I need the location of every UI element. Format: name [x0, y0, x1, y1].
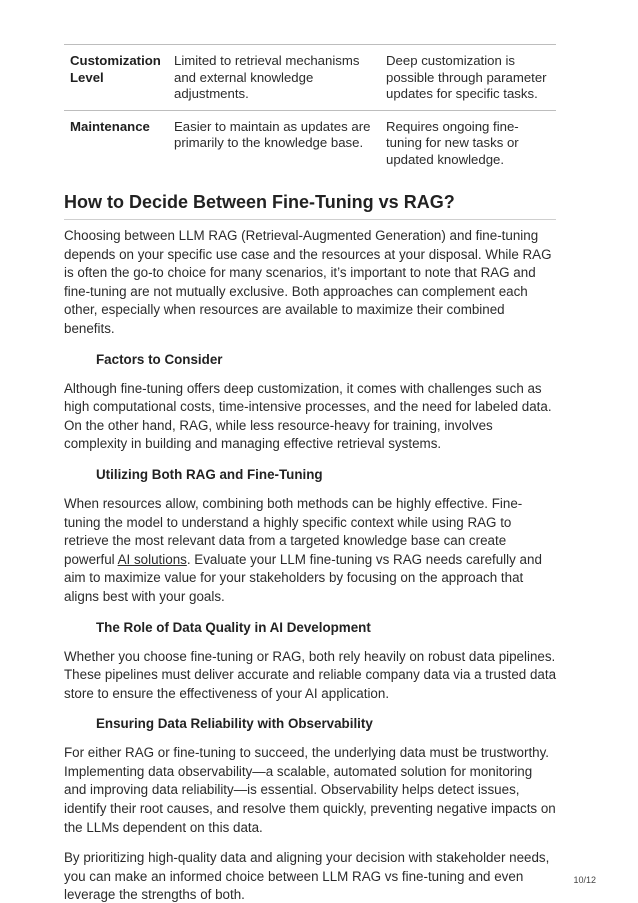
row-label: Customization Level	[64, 45, 168, 111]
closing-paragraph: By prioritizing high-quality data and aligning your decision with stakeholder needs, you can make an informed choice between LLM RAG vs fine-tuning and even leverage the strengths of both.	[64, 850, 550, 903]
rag-cell: Easier to maintain as updates are primarily to the knowledge base.	[168, 110, 380, 175]
document-page	[64, 0, 556, 903]
intro-paragraph: Choosing between LLM RAG (Retrieval-Augmented Generation) and fine-tuning depends on your specific use case and the resources at your disposal. While RAG is often the go-to choice for many scenarios, it’s important to note that RAG and fine-tuning are not mutually exclusive. Both approaches can complement each other, especially when resources are available to maximize their combined benefits.	[64, 228, 552, 336]
row-label: Maintenance	[64, 110, 168, 175]
reliability-heading: Ensuring Data Reliability with Observability	[96, 716, 373, 732]
factors-paragraph: Although fine-tuning offers deep customization, it comes with challenges such as high computational costs, time-intensive processes, and the need for labeled data. On the other hand, RAG, while less resource-heavy for training, involves complexity in building and managing effective retrieval systems.	[64, 380, 552, 452]
fine-tuning-cell: Requires ongoing fine-tuning for new tasks or updated knowledge.	[380, 110, 556, 175]
fine-tuning-cell: Deep customization is possible through parameter updates for specific tasks.	[380, 45, 556, 111]
comparison-table	[64, 44, 556, 175]
factors-heading: Factors to Consider	[96, 351, 223, 367]
ai-solutions-link[interactable]: AI solutions	[117, 551, 187, 567]
quality-heading: The Role of Data Quality in AI Development	[96, 619, 371, 635]
rag-cell: Limited to retrieval mechanisms and external knowledge adjustments.	[168, 45, 380, 111]
both-text-before: When resources allow, combining both methods can be highly effective. Fine-tuning the model to understand a highly specific context while using RAG to retrieve the most relevant data from a targeted knowledge base can create powerful	[64, 495, 523, 567]
both-heading: Utilizing Both RAG and Fine-Tuning	[96, 466, 323, 482]
both-paragraph	[64, 495, 556, 607]
table-row	[64, 110, 556, 175]
page-number: 10/12	[573, 875, 596, 885]
reliability-paragraph: For either RAG or fine-tuning to succeed, the underlying data must be trustworthy. Implementing data observability—a scalable, automated solution for monitoring and improving data reliability—is essential. Observability helps detect issues, identify their root causes, and resolve them quickly, preventing negative impacts on the LLMs dependent on this data.	[64, 745, 556, 835]
section-heading: How to Decide Between Fine-Tuning vs RAG?	[64, 191, 556, 220]
quality-paragraph: Whether you choose fine-tuning or RAG, both rely heavily on robust data pipelines. These pipelines must deliver accurate and reliable company data via a trusted data store to ensure the effectiveness of your AI application.	[64, 648, 557, 701]
both-text-after: . Evaluate your LLM fine-tuning vs RAG needs carefully and aim to maximize value for your stakeholders by focusing on the approach that aligns best with your goals.	[64, 551, 542, 604]
table-row	[64, 45, 556, 111]
